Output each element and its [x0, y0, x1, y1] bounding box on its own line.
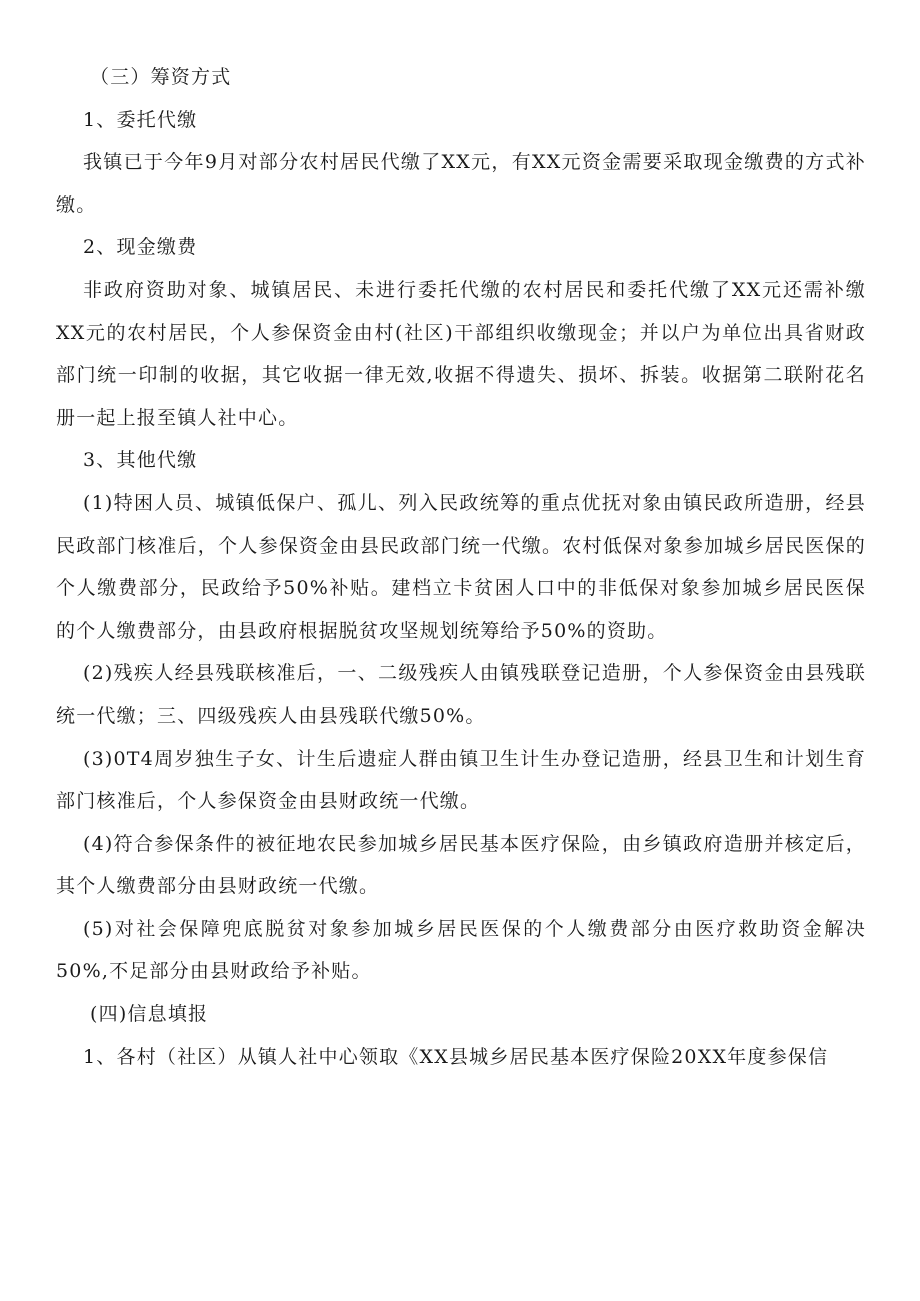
item-heading-other-payment: 3、其他代缴 [83, 449, 198, 472]
paragraph-other-payment-2: (2)残疾人经县残联核准后，一、二级残疾人由镇残联登记造册，个人参保资金由县残联统一代缴；三、四级残疾人由县残联代缴50%。 [56, 662, 866, 727]
paragraph-information-filing-1: 1、各村（社区）从镇人社中心领取《XX县城乡居民基本医疗保险20XX年度参保信 [83, 1045, 829, 1068]
item-heading-entrusted-payment: 1、委托代缴 [83, 108, 198, 131]
section-heading-information-filing: (四)信息填报 [90, 1003, 209, 1026]
paragraph-cash-payment: 非政府资助对象、城镇居民、未进行委托代缴的农村居民和委托代缴了XX元还需补缴XX元的农村居民，个人参保资金由村(社区)干部组织收缴现金；并以户为单位出具省财政部门统一印制的收据，其它收据一律无效,收据不得遗失、损坏、拆装。收据第二联附花名册一起上报至镇人社中心。 [56, 278, 866, 429]
document-page [56, 56, 866, 1078]
item-heading-cash-payment: 2、现金缴费 [83, 236, 198, 259]
section-heading-funding-methods: （三）筹资方式 [90, 66, 232, 88]
paragraph-other-payment-4: (4)符合参保条件的被征地农民参加城乡居民基本医疗保险，由乡镇政府造册并核定后，其个人缴费部分由县财政统一代缴。 [56, 832, 866, 898]
paragraph-entrusted-payment: 我镇已于今年9月对部分农村居民代缴了XX元，有XX元资金需要采取现金缴费的方式补缴。 [56, 151, 866, 216]
paragraph-other-payment-1: (1)特困人员、城镇低保户、孤儿、列入民政统筹的重点优抚对象由镇民政所造册，经县民政部门核准后，个人参保资金由县民政部门统一代缴。农村低保对象参加城乡居民医保的个人缴费部分，民政给予50%补贴。建档立卡贫困人口中的非低保对象参加城乡居民医保的个人缴费部分，由县政府根据脱贫攻坚规划统筹给予50%的资助。 [56, 491, 866, 642]
paragraph-other-payment-3: (3)0T4周岁独生子女、计生后遗症人群由镇卫生计生办登记造册，经县卫生和计划生育部门核准后，个人参保资金由县财政统一代缴。 [56, 747, 866, 813]
paragraph-other-payment-5: (5)对社会保障兜底脱贫对象参加城乡居民医保的个人缴费部分由医疗救助资金解决50%,不足部分由县财政给予补贴。 [56, 917, 866, 983]
